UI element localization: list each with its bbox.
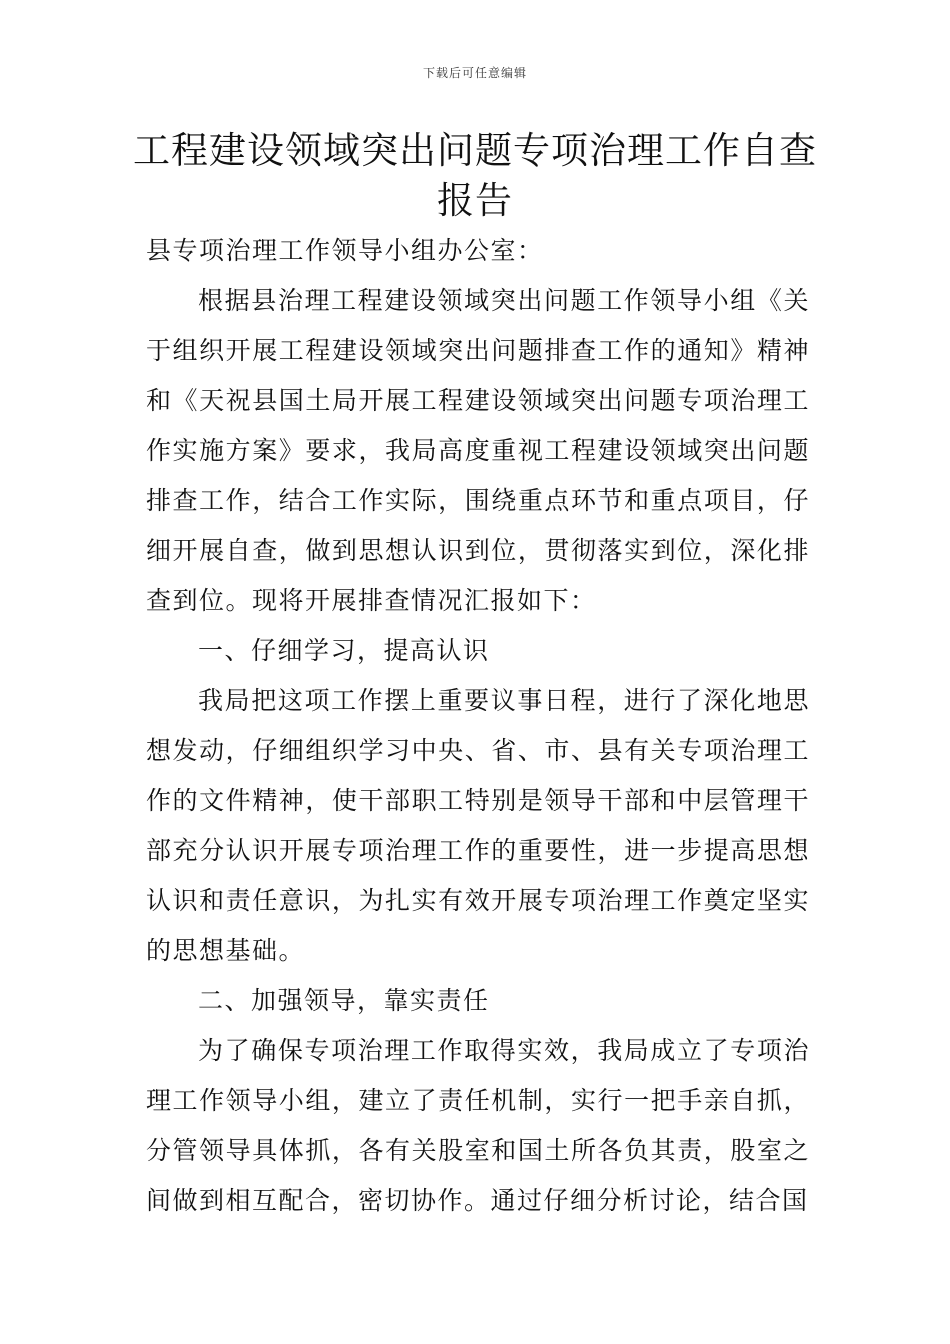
section-2-heading: 二、加强领导，靠实责任 bbox=[198, 986, 490, 1015]
document-body bbox=[146, 226, 810, 1226]
document-title: 工程建设领域突出问题专项治理工作自查报告 bbox=[133, 129, 817, 222]
header-note: 下载后可任意编辑 bbox=[422, 66, 527, 80]
section-1-paragraph: 我局把这项工作摆上重要议事日程，进行了深化地思想发动，仔细组织学习中央、省、市、县有关专项治理工作的文件精神，使干部职工特别是领导干部和中层管理干部充分认识开展专项治理工作的重要性，进一步提高思想认识和责任意识，为扎实有效开展专项治理工作奠定坚实的思想基础。 bbox=[146, 686, 810, 965]
salutation: 县专项治理工作领导小组办公室： bbox=[146, 236, 544, 265]
section-2-paragraph: 为了确保专项治理工作取得实效，我局成立了专项治理工作领导小组，建立了责任机制，实行一把手亲自抓，分管领导具体抓，各有关股室和国土所各负其责，股室之间做到相互配合，密切协作。通过仔细分析讨论，结合国 bbox=[146, 1036, 810, 1215]
section-1-heading: 一、仔细学习，提高认识 bbox=[198, 636, 490, 665]
intro-paragraph: 根据县治理工程建设领域突出问题工作领导小组《关于组织开展工程建设领域突出问题排查工作的通知》精神和《天祝县国土局开展工程建设领域突出问题专项治理工作实施方案》要求，我局高度重视工程建设领域突出问题排查工作，结合工作实际，围绕重点环节和重点项目，仔细开展自查，做到思想认识到位，贯彻落实到位，深化排查到位。现将开展排查情况汇报如下： bbox=[146, 286, 810, 615]
